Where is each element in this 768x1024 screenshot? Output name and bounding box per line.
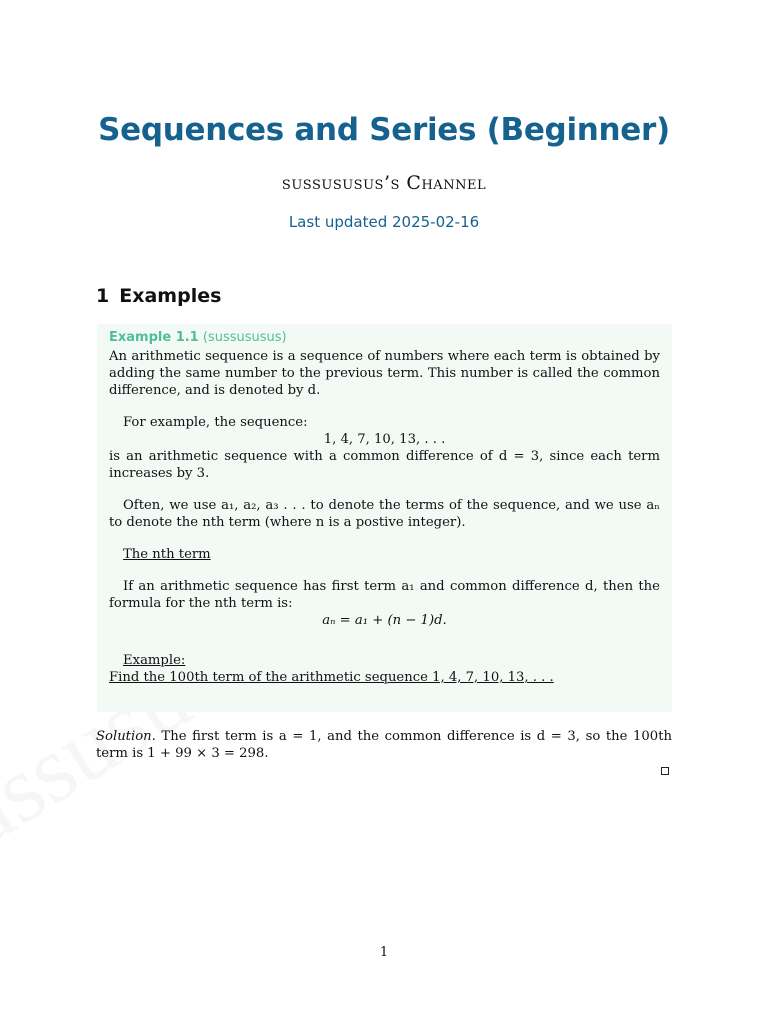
example-paragraph-notation: Often, we use a₁, a₂, a₃ . . . to denote the terms of the sequence, and we use aₙ to denote the nth term (where n is a postive integer). [109, 498, 660, 530]
page-number: 1 [379, 945, 389, 960]
qed-box-icon [661, 767, 669, 775]
solution-label: Solution. [96, 729, 156, 744]
example-formula: aₙ = a₁ + (n − 1)d. [322, 613, 447, 628]
example-subexample-label: Example: [123, 653, 186, 668]
example-attribution: (sussususus) [202, 330, 287, 345]
example-subexample-text: Find the 100th term of the arithmetic sequence 1, 4, 7, 10, 13, . . . [109, 670, 554, 685]
example-paragraph-intro: For example, the sequence: [123, 415, 308, 430]
example-paragraph-formula-intro: If an arithmetic sequence has first term a₁ and common difference d, then the formula for the nth term is: [109, 579, 660, 611]
document-author: sussususus’s Channel [281, 172, 487, 194]
solution-text: The first term is a = 1, and the common difference is d = 3, so the 100th term is 1 + 99 × 3 = 298. [96, 729, 672, 761]
section-number: 1 [96, 285, 110, 307]
document-title: Sequences and Series (Beginner) [98, 112, 670, 148]
section-heading [96, 285, 221, 307]
example-paragraph-definition: An arithmetic sequence is a sequence of numbers where each term is obtained by adding the same number to the previous term. This number is called the common difference, and is denoted by d. [109, 349, 660, 398]
example-paragraph-difference: is an arithmetic sequence with a common difference of d = 3, since each term increases by 3. [109, 449, 660, 481]
example-header [109, 330, 660, 345]
example-sequence: 1, 4, 7, 10, 13, . . . [323, 432, 446, 447]
solution [96, 728, 672, 762]
example-box [97, 324, 672, 712]
section-title: Examples [119, 285, 222, 307]
document-date: Last updated 2025-02-16 [288, 213, 480, 231]
example-label: Example 1.1 [109, 330, 199, 345]
example-subheading: The nth term [123, 547, 211, 562]
